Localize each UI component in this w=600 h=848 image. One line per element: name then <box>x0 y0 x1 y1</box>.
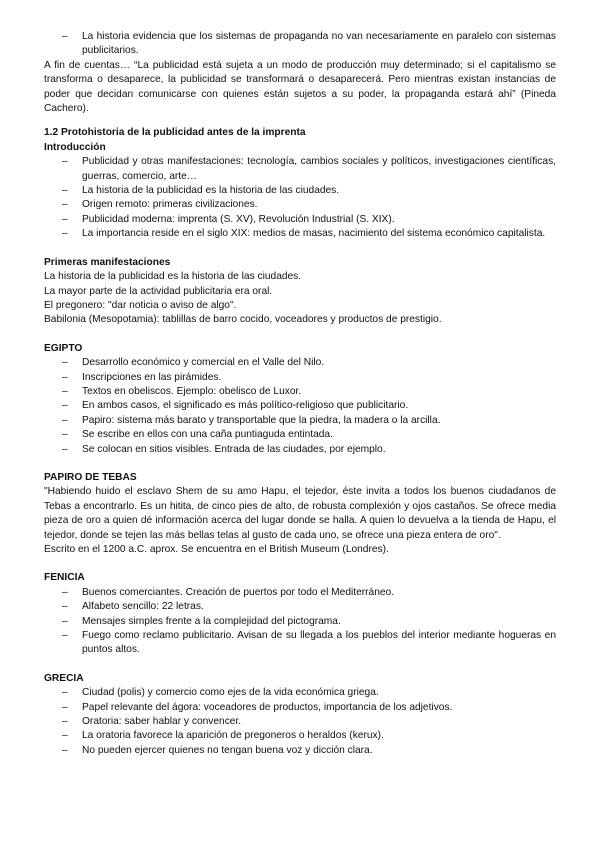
list-item: – Fuego como reclamo publicitario. Avisan de su llegada a los pueblos del interior mediante hogueras en puntos altos. <box>62 630 556 656</box>
list-item: – Ciudad (polis) y comercio como ejes de la vida económica griega. <box>62 687 379 699</box>
fenicia-heading: FENICIA <box>44 572 85 584</box>
list-item: – Mensajes simples frente a la complejidad del pictograma. <box>62 615 341 627</box>
list-item: – La historia de la publicidad es la historia de las ciudades. <box>62 185 340 197</box>
list-item: – Papel relevante del ágora: voceadores de productos, importancia de los adjetivos. <box>62 701 453 713</box>
list-item: – En ambos casos, el significado es más político-religioso que publicitario. <box>62 400 409 412</box>
papiro-quote: "Habiendo huido el esclavo Shem de su amo Hapu, el tejedor, éste invita a todos los buenos ciudadanos de Tebas a encontrarlo. Es un hitita, de cinco pies de alto, de robusta complexión y ojos castaños. Se ofrece media pieza de oro a quien dé información acerca del lugar donde se halla. A quien lo devuelva a la tienda de Hapu, el tejedor, donde se tejen las más bellas telas al gusto de cada uno, se ofrece una pieza entera de oro". <box>44 486 556 541</box>
quote-paragraph: A fin de cuentas… “La publicidad está sujeta a un modo de producción muy determinado; si el capitalismo se transforma o desaparece, la publicidad se transformará o desaparecerá. Pero mientras existan instancias de poder que decidan comunicarse con quienes están sujetos a su poder, la propaganda estará ahí” (Pineda Cachero). <box>44 59 556 115</box>
introduccion-list <box>44 155 556 241</box>
list-item: – La importancia reside en el siglo XIX: medios de masas, nacimiento del sistema económico capitalista. <box>62 228 546 240</box>
list-item: – Oratoria: saber hablar y convencer. <box>62 716 242 728</box>
list-item: – No pueden ejercer quienes no tengan buena voz y dicción clara. <box>62 744 373 756</box>
text-line: La mayor parte de la actividad publicitaria era oral. <box>44 285 273 297</box>
papiro-note: Escrito en el 1200 a.C. aprox. Se encuentra en el British Museum (Londres). <box>44 544 389 555</box>
section-subtitle: Introducción <box>44 141 106 153</box>
dash-marker: – <box>62 31 68 42</box>
grecia-list <box>44 686 556 758</box>
list-item: – Publicidad moderna: imprenta (S. XV), Revolución Industrial (S. XIX). <box>62 213 395 225</box>
papiro-heading: PAPIRO DE TEBAS <box>44 471 137 483</box>
text-line: El pregonero: "dar noticia o aviso de algo". <box>44 299 237 311</box>
text-line: Babilonia (Mesopotamia): tablillas de barro cocido, voceadores y productos de prestigio. <box>44 314 442 326</box>
grecia-heading: GRECIA <box>44 672 84 684</box>
list-item: – Textos en obeliscos. Ejemplo: obelisco de Luxor. <box>62 385 302 397</box>
egipto-list <box>44 356 556 457</box>
text-line: La historia de la publicidad es la historia de las ciudades. <box>44 271 302 283</box>
list-item: – Inscripciones en las pirámides. <box>62 371 222 383</box>
list-item: – Origen remoto: primeras civilizaciones. <box>62 199 258 211</box>
list-item: – La oratoria favorece la aparición de pregoneros o heraldos (kerux). <box>62 730 384 742</box>
list-item: – La historia evidencia que los sistemas de propaganda no van necesariamente en paralelo con sistemas publicitarios. <box>62 31 556 57</box>
list-item: – Papiro: sistema más barato y transportable que la piedra, la madera o la arcilla. <box>62 414 441 426</box>
list-item: – Se escribe en ellos con una caña puntiaguda entintada. <box>62 429 333 441</box>
intro-bullet-list <box>44 30 556 59</box>
list-item: – Publicidad y otras manifestaciones: tecnología, cambios sociales y políticos, investigaciones científicas, guerras, comercio, arte… <box>62 156 556 182</box>
section-title: 1.2 Protohistoria de la publicidad antes de la imprenta <box>44 127 306 139</box>
list-item: – Alfabeto sencillo: 22 letras. <box>62 601 204 613</box>
list-item: – Se colocan en sitios visibles. Entrada de las ciudades, por ejemplo. <box>62 443 386 455</box>
fenicia-list <box>44 586 556 658</box>
list-item: – Buenos comerciantes. Creación de puertos por todo el Mediterráneo. <box>62 586 395 598</box>
primeras-heading: Primeras manifestaciones <box>44 256 171 268</box>
egipto-heading: EGIPTO <box>44 342 83 354</box>
list-item: – Desarrollo económico y comercial en el Valle del Nilo. <box>62 357 325 369</box>
